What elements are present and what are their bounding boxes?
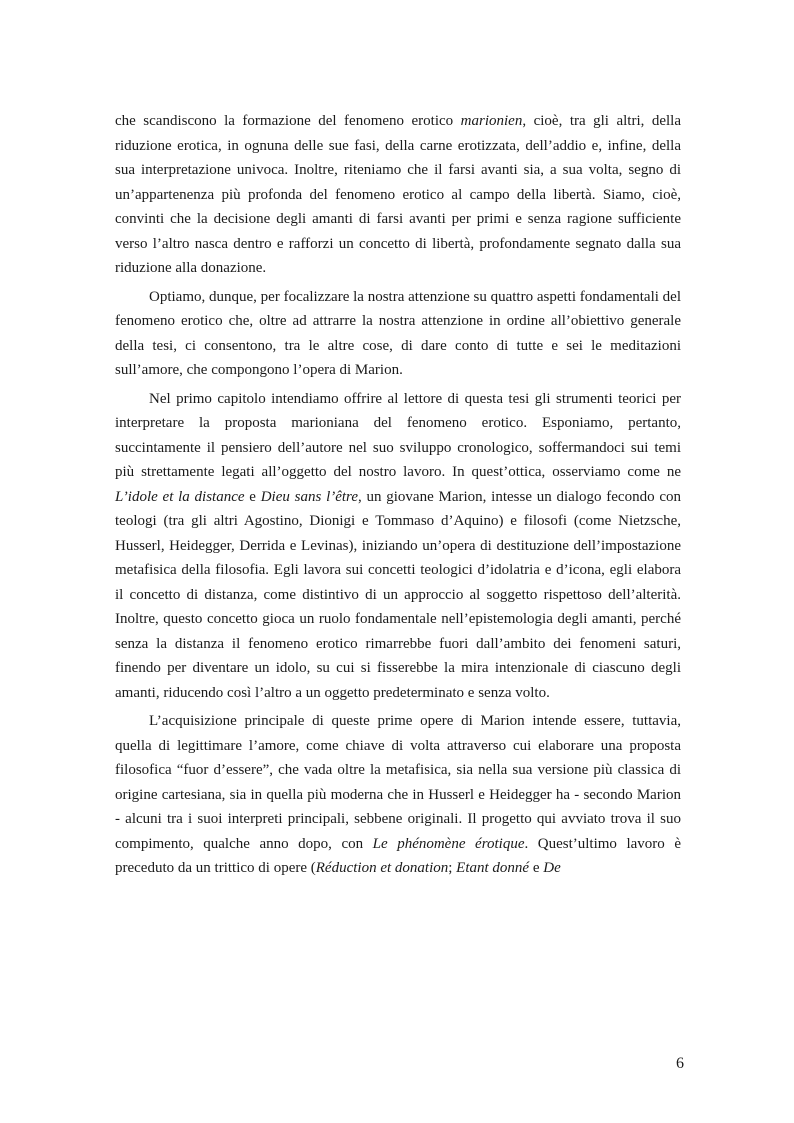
text-segment: , un giovane Marion, intesse un dialogo fecondo con teologi (tra gli altri Agostino, Dionigi e Tommaso d’Aquino) e filosofi (come Nietzsche, Husserl, Heidegger, Derrida e Levinas), iniziando un’opera di destituzione dell’impostazione metafisica della filosofia. Egli lavora sui concetti teologici d’idolatria e d’icona, egli elabora il concetto di distanza, come distintivo di un approccio al soggetto rispettoso dell’alterità. Inoltre, questo concetto gioca un ruolo fondamentale nell’epistemologia degli amanti, perché senza la distanza il fenomeno erotico rimarrebbe fuori dall’ambito dei fenomeni saturi, finendo per diventare un idolo, su cui si fisserebbe la mira intenzionale di ciascuno degli amanti, riducendo così l’altro a un oggetto predeterminato e senza volto.	[115, 488, 681, 701]
italic-title: marionien	[460, 113, 523, 129]
paragraph-p2	[115, 285, 681, 383]
text-segment: che scandiscono la formazione del fenomeno erotico	[115, 113, 461, 129]
text-segment: L’acquisizione principale di queste prime opere di Marion intende essere, tuttavia, quella di legittimare l’amore, come chiave di volta attraverso cui elaborare una proposta filosofica “fuor d’essere”, che vada oltre la metafisica, sia nella sua versione più classica di origine cartesiana, sia in quella più moderna che in Husserl e Heidegger ha - secondo Marion - alcuni tra i suoi interpreti principali, sebbene originali. Il progetto qui avviato trova il suo compimento, qualche anno dopo, con	[115, 713, 681, 852]
text-segment: , cioè, tra gli altri, della riduzione erotica, in ognuna delle sue fasi, della carne erotizzata, dell’addio e, infine, della sua interpretazione univoca. Inoltre, riteniamo che il farsi avanti sia, a sua volta, segno di un’appartenenza più profonda del fenomeno erotico al campo della libertà. Siamo, cioè, convinti che la decisione degli amanti di farsi avanti per primi e senza ragione sufficiente verso l’altro nasca dentro e rafforzi un concetto di libertà, profondamente segnato dalla sua riduzione alla donazione.	[115, 113, 682, 276]
italic-title: De	[543, 860, 561, 876]
text-segment: e	[244, 488, 261, 505]
text-segment: ;	[448, 860, 457, 876]
paragraph-p3	[115, 387, 681, 706]
paragraph-p1	[115, 109, 681, 281]
italic-title: Dieu sans l’être	[260, 488, 358, 505]
paragraph-p4	[115, 709, 681, 881]
text-segment: e	[529, 860, 544, 876]
italic-title: Le phénomène érotique	[372, 835, 525, 852]
italic-title: Réduction et donation	[315, 860, 449, 876]
body-text	[115, 109, 681, 885]
italic-title: L’idole et la distance	[115, 488, 245, 505]
italic-title: Etant donné	[456, 860, 530, 876]
text-segment: . Quest’ultimo lavoro è preceduto da un trittico di opere (	[115, 835, 681, 876]
page-number: 6	[676, 1055, 684, 1072]
text-segment: Nel primo capitolo intendiamo offrire al lettore di questa tesi gli strumenti teorici per interpretare la proposta marioniana del fenomeno erotico. Esponiamo, pertanto, succintamente il pensiero dell’autore nel suo sviluppo cronologico, soffermandoci sui temi più strettamente legati all’oggetto del nostro lavoro. In quest’ottica, osserviamo come ne	[115, 390, 681, 480]
text-segment: Optiamo, dunque, per focalizzare la nostra attenzione su quattro aspetti fondamentali del fenomeno erotico che, oltre ad attrarre la nostra attenzione in ordine all’obiettivo generale della tesi, ci consentono, tra le altre cose, di dare conto di tutte e sei le meditazioni sull’amore, che compongono l’opera di Marion.	[115, 288, 681, 378]
